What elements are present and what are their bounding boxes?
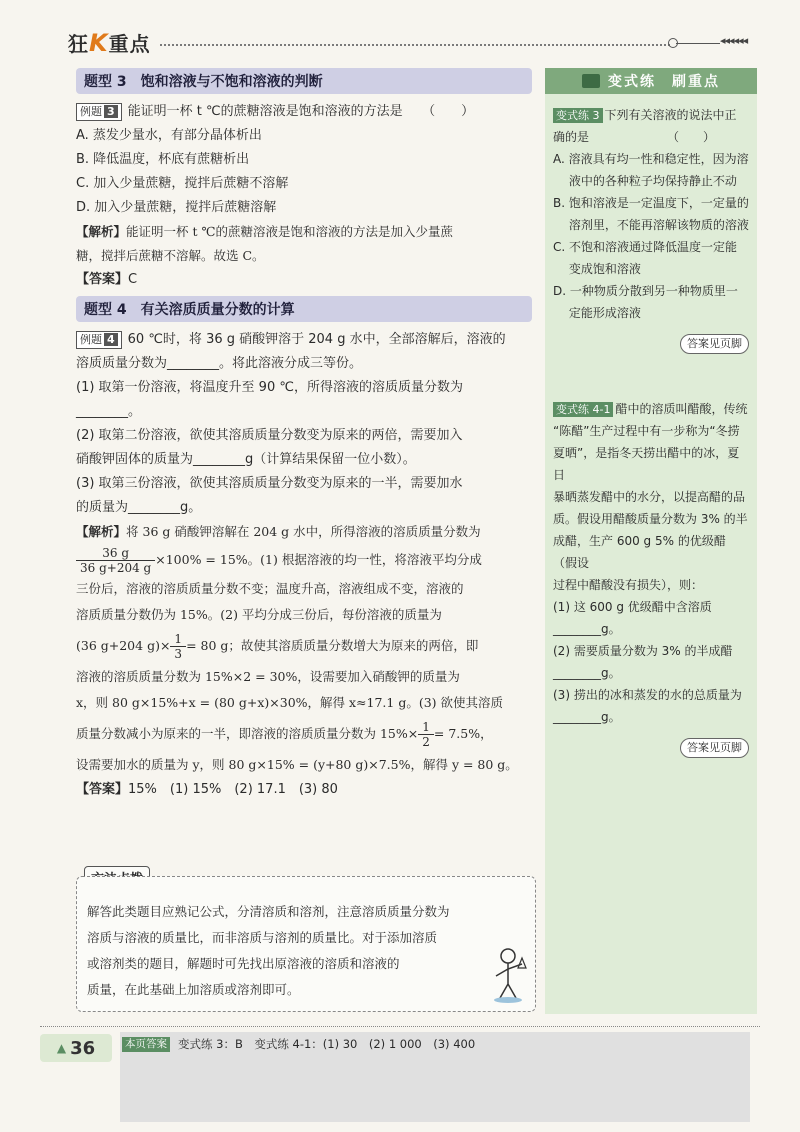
variant-4-1-line: 变式练 4-1 醋中的溶质叫醋酸，传统 <box>553 398 749 420</box>
analysis-4-line: 设需要加水的质量为 y，则 80 g×15% = (y+80 g)×7.5%，解得 y = 80 g。 <box>76 757 518 772</box>
example-label: 例题 3 <box>76 103 122 121</box>
see-answer-badge: 答案见页脚 <box>553 332 749 354</box>
variant-4-1-line: (1) 这 600 g 优级醋中含溶质 <box>553 600 712 614</box>
q-line: 硝酸钾固体的质量为________g（计算结果保留一位小数）。 <box>76 452 416 467</box>
main-column <box>76 68 532 802</box>
variant-3-line: 变式练 3 下列有关溶液的说法中正 <box>553 104 749 126</box>
variant-4-1-line: ________g。 <box>553 622 621 636</box>
page-number: ▲ 36 <box>40 1034 112 1062</box>
variant-3-line: 变成饱和溶液 <box>553 262 641 276</box>
variant-3-line: B. 饱和溶液是一定温度下，一定量的 <box>553 196 749 210</box>
variant-4-1-line: “陈醋”生产过程中有一步称为“冬捞 <box>553 424 740 438</box>
footer-answers: 本页答案 变式练 3：B 变式练 4-1：(1) 30 (2) 1 000 (3) 400 <box>122 1036 475 1052</box>
analysis-4: 【解析】将 36 g 硝酸钾溶解在 204 g 水中，所得溶液的溶质质量分数为 <box>76 524 481 539</box>
option-c: C. 加入少量蔗糖，搅拌后蔗糖不溶解 <box>76 176 289 191</box>
q-line: (2) 取第二份溶液，欲使其溶质质量分数变为原来的两倍，需要加入 <box>76 428 463 443</box>
sidebar-header: 变式练 刷重点 <box>545 68 757 94</box>
variant-4-1-line: (2) 需要质量分数为 3% 的半成醋 <box>553 644 733 658</box>
method-box <box>76 876 536 1012</box>
example-label: 例题 4 <box>76 331 122 349</box>
header-rule-end <box>676 43 720 44</box>
analysis-4-line: (36 g+204 g)× $\frac{1}{3}$ = 80 g；故使其溶质质量分数增大为原来的两倍，即 <box>76 632 479 661</box>
variant-3-line: D. 一种物质分散到另一种物质里一 <box>553 284 738 298</box>
method-line: 或溶剂类的题目，解题时可先找出原溶液的溶质和溶液的 <box>87 956 400 971</box>
footer-rule <box>40 1026 760 1027</box>
header-rule <box>160 44 670 46</box>
variant-3-line: C. 不饱和溶液通过降低温度一定能 <box>553 240 738 254</box>
analysis-4-line: 溶质质量分数仍为 15%。(2) 平均分成三份后，每份溶液的质量为 <box>76 607 442 622</box>
sidebar <box>545 68 757 1014</box>
see-answer-badge: 答案见页脚 <box>553 736 749 758</box>
answer-3: 【答案】C <box>76 272 138 287</box>
example-3-question: 例题 3 能证明一杯 t ℃的蔗糖溶液是饱和溶液的方法是 （ ） <box>76 100 532 124</box>
answer-4: 【答案】15% (1) 15% (2) 17.1 (3) 80 <box>76 782 338 797</box>
option-b: B. 降低温度，杯底有蔗糖析出 <box>76 152 250 167</box>
fraction: $\frac{1}{3}$ <box>170 632 186 661</box>
book-icon <box>582 74 600 88</box>
method-line: 溶质与溶液的质量比，而非溶质与溶剂的质量比。对于添加溶质 <box>87 930 438 945</box>
variant-3-line: A. 溶液具有均一性和稳定性，因为溶 <box>553 152 749 166</box>
variant-4-1-line: ________g。 <box>553 710 621 724</box>
scientist-figure-icon <box>478 944 538 1004</box>
q-line: 的质量为________g。 <box>76 500 202 515</box>
analysis-3-cont: 糖，搅拌后蔗糖不溶解。故选 C。 <box>76 248 265 263</box>
analysis-4-line: 质量分数减小为原来的一半，即溶液的溶质质量分数为 15%× $\frac{1}{2}$ = 7.5%， <box>76 720 493 749</box>
fraction: $\frac{36 g}{36 g+204 g}$ <box>76 546 155 575</box>
option-a: A. 蒸发少量水，有部分晶体析出 <box>76 128 262 143</box>
q-line: (1) 取第一份溶液，将温度升至 90 ℃，所得溶液的溶质质量分数为 <box>76 380 463 395</box>
q-line: (3) 取第三份溶液，欲使其溶质质量分数变为原来的一半，需要加水 <box>76 476 463 491</box>
method-line: 解答此类题目应熟记公式，分清溶质和溶剂，注意溶质质量分数为 <box>87 904 450 919</box>
variant-4-1-line: ________g。 <box>553 666 621 680</box>
analysis-4-line: x，则 80 g×15%+x = (80 g+x)×30%，解得 x≈17.1 g。(3) 欲使其溶质 <box>76 695 504 710</box>
variant-4-1-line: 暴晒蒸发醋中的水分，以提高醋的品 <box>553 490 746 504</box>
variant-3-tag: 变式练 3 <box>553 108 603 123</box>
variant-4-1-line: 成醋，生产 600 g 5% 的优级醋（假设 <box>553 534 726 570</box>
variant-4-1-line: 夏晒”，是指冬天捞出醋中的冰，夏日 <box>553 446 740 482</box>
method-line: 质量，在此基础上加溶质或溶剂即可。 <box>87 982 300 997</box>
q-line: 溶质质量分数为________。将此溶液分成三等份。 <box>76 356 363 371</box>
flask-icon: ▲ <box>56 1041 67 1055</box>
variant-3-line: 液中的各种粒子均保持静止不动 <box>553 174 737 188</box>
variant-4-1-line: 质。假设用醋酸质量分数为 3% 的半 <box>553 512 748 526</box>
analysis-4-line: 溶液的溶质质量分数为 15%×2 = 30%，设需要加入硝酸钾的质量为 <box>76 669 460 684</box>
option-d: D. 加入少量蔗糖，搅拌后蔗糖溶解 <box>76 200 277 215</box>
variant-4-1-line: (3) 捞出的冰和蒸发的水的总质量为 <box>553 688 742 702</box>
variant-4-1-line: 过程中醋酸没有损失），则： <box>553 578 704 592</box>
section-4-title: 题型 4 有关溶质质量分数的计算 <box>76 296 532 322</box>
analysis-3: 【解析】能证明一杯 t ℃的蔗糖溶液是饱和溶液的方法是加入少量蔗 <box>76 224 453 239</box>
q-line: ________。 <box>76 404 142 419</box>
answers-label: 本页答案 <box>122 1037 170 1052</box>
fraction: $\frac{1}{2}$ <box>418 720 434 749</box>
header-arrows-icon: ◂◂◂◂◂◂ <box>720 34 748 47</box>
section-3-title: 题型 3 饱和溶液与不饱和溶液的判断 <box>76 68 532 94</box>
variant-3-line: 溶剂里，不能再溶解该物质的溶液 <box>553 218 749 232</box>
variant-4-1-tag: 变式练 4-1 <box>553 402 613 417</box>
example-4-question: 例题 4 60 ℃时，将 36 g 硝酸钾溶于 204 g 水中，全部溶解后，溶液的 <box>76 328 532 352</box>
variant-3-line: 确的是 （ ） <box>553 130 716 144</box>
variant-3-line: 定能形成溶液 <box>553 306 641 320</box>
analysis-4-line: $\frac{36 g}{36 g+204 g}$ ×100% = 15%。(1) 根据溶液的均一性，将溶液平均分成 <box>76 544 532 576</box>
analysis-4-line: 三份后，溶液的溶质质量分数不变；温度升高，溶液组成不变，溶液的 <box>76 581 464 596</box>
brand-logo: 狂K重点 <box>68 29 151 57</box>
